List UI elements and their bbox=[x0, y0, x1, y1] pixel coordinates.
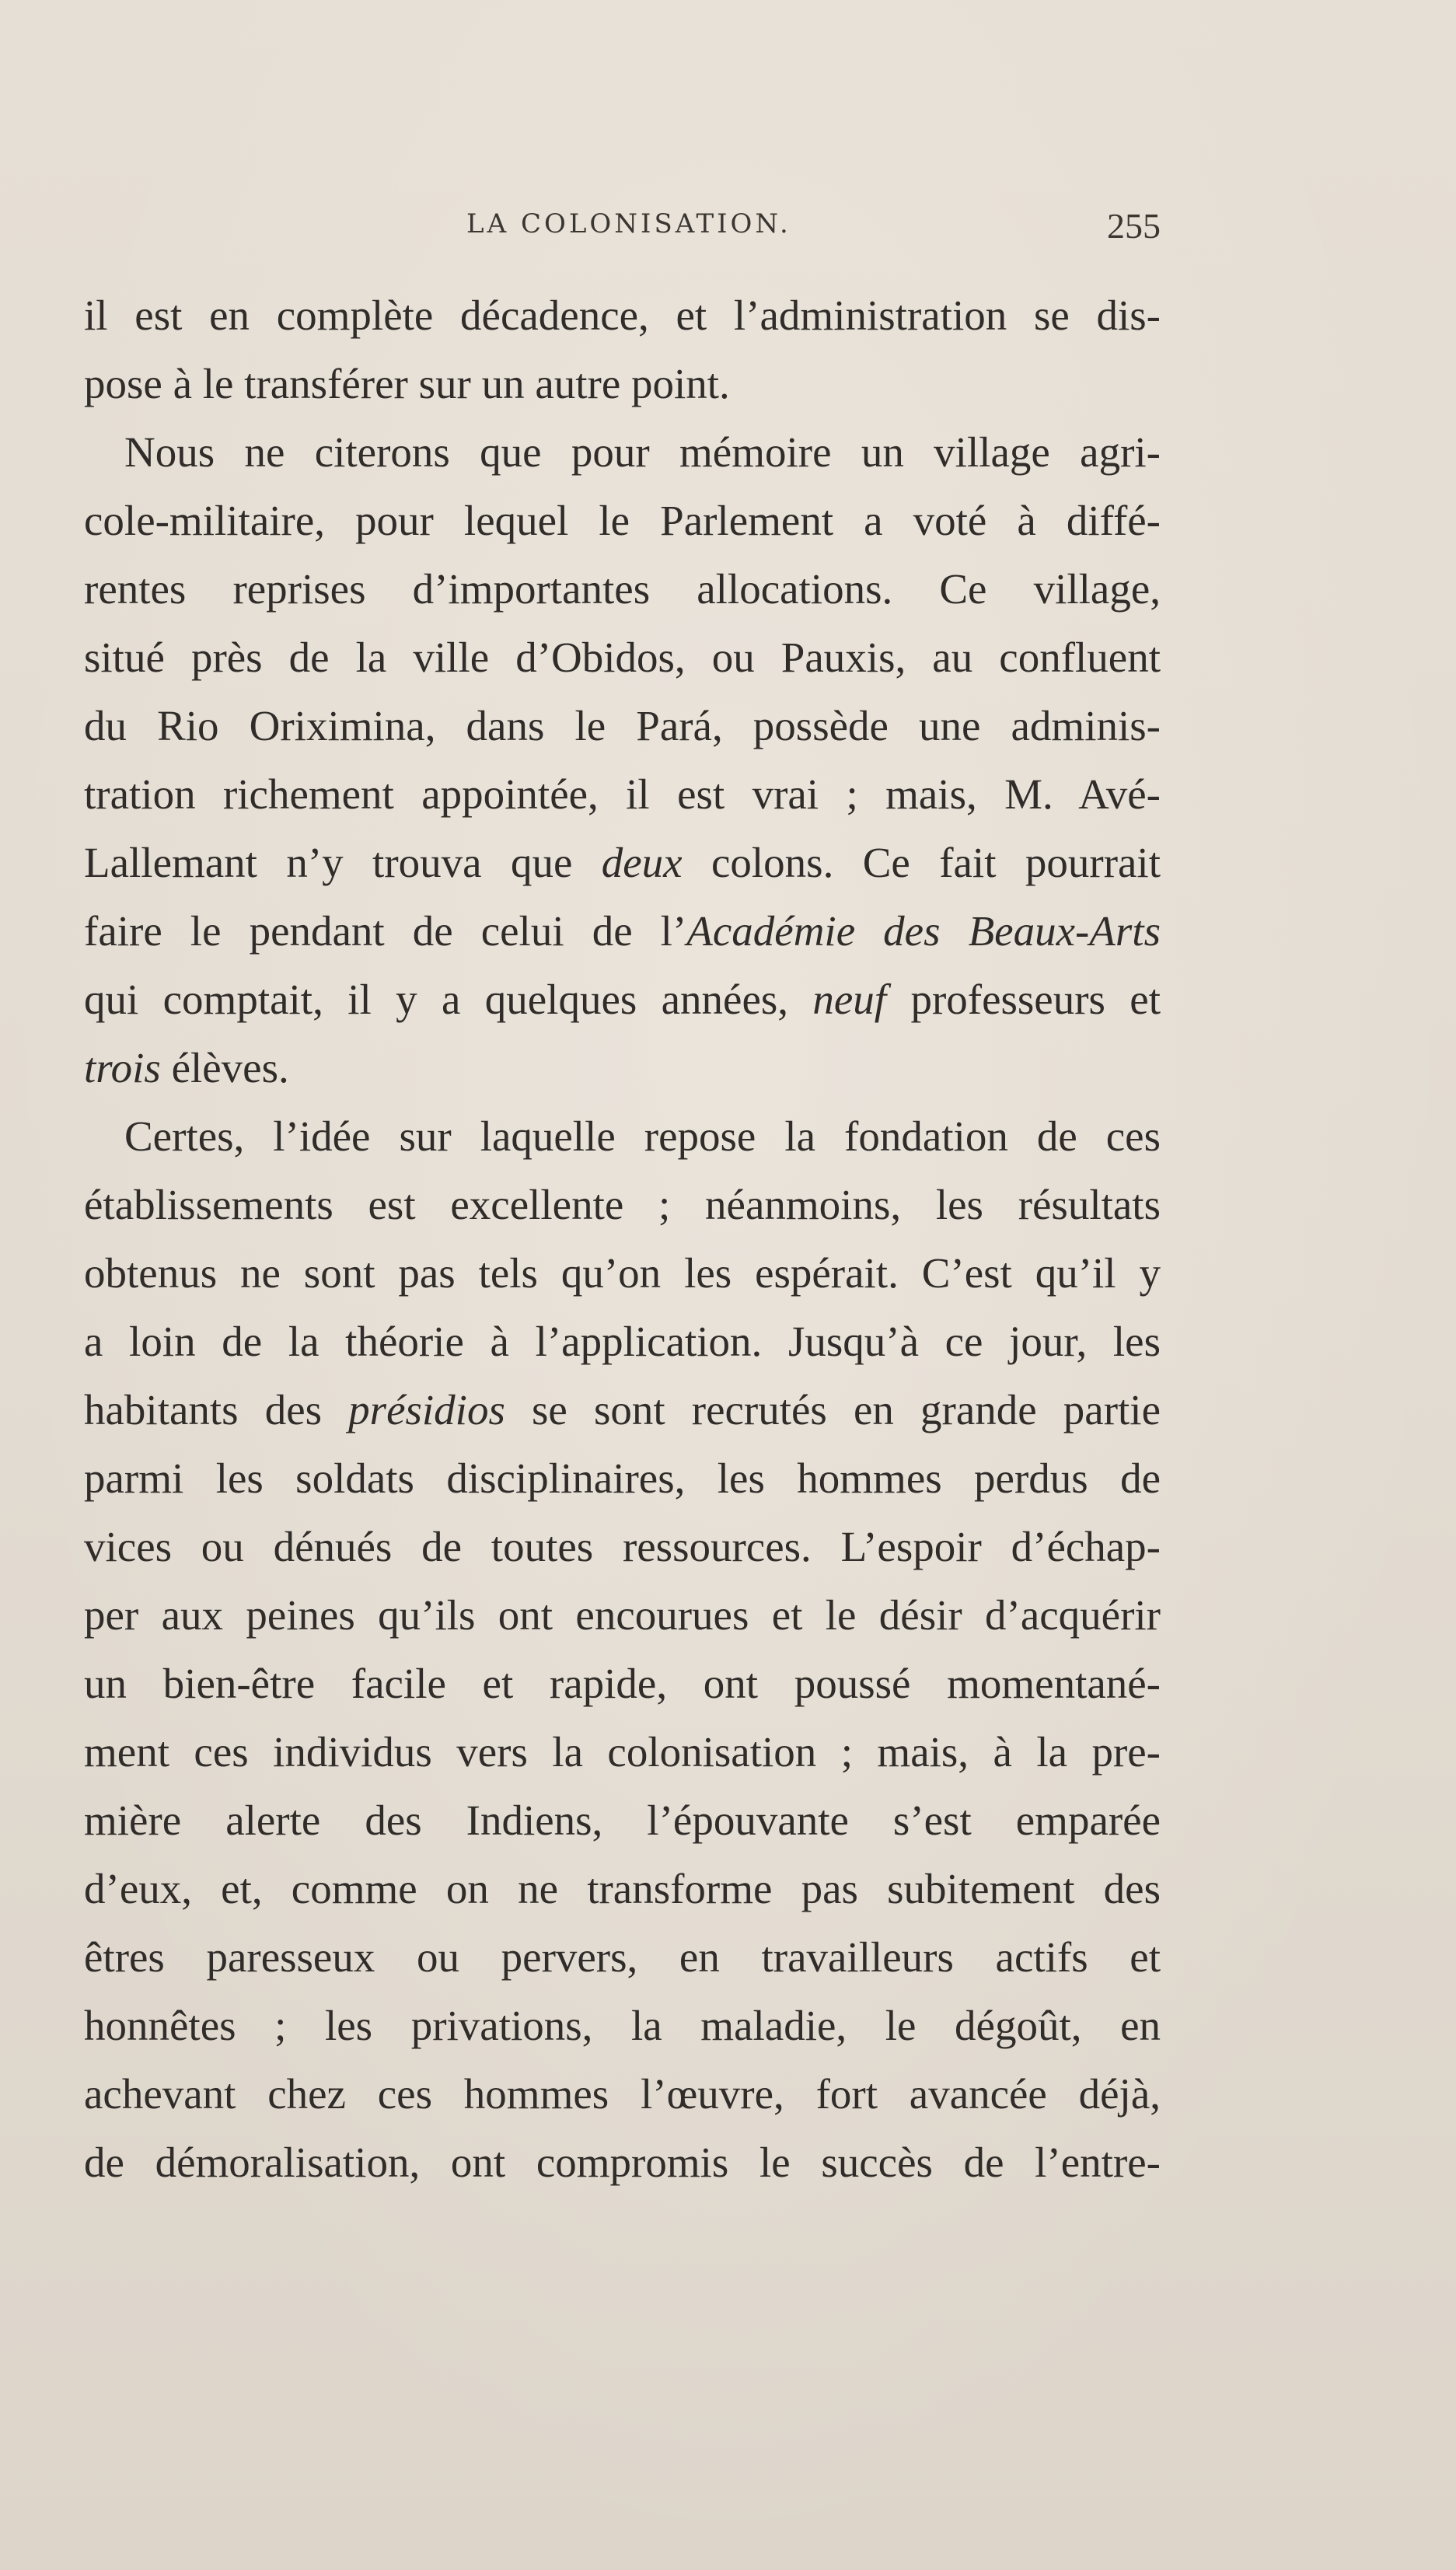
text-line: mière alerte des Indiens, l’épouvante s’est emparée bbox=[84, 1797, 1161, 1844]
text-line: per aux peines qu’ils ont encourues et le désir d’acquérir bbox=[84, 1591, 1161, 1639]
text-line: ment ces individus vers la colonisation ; mais, à la pre- bbox=[84, 1728, 1161, 1776]
italic-text: neuf bbox=[812, 976, 887, 1023]
text-run: Lallemant n’y trouva que bbox=[84, 839, 602, 886]
text-line bbox=[84, 829, 1161, 897]
text-line: parmi les soldats disciplinaires, les hommes perdus de bbox=[84, 1454, 1161, 1502]
running-head bbox=[84, 208, 1161, 255]
text-line: achevant chez ces hommes l’œuvre, fort avancée déjà, bbox=[84, 2070, 1161, 2118]
text-line: a loin de la théorie à l’application. Jusqu’à ce jour, les bbox=[84, 1318, 1161, 1365]
text-line: tration richement appointée, il est vrai ; mais, M. Avé- bbox=[84, 770, 1161, 818]
text-run: colons. Ce fait pourrait bbox=[682, 839, 1161, 886]
text-line: Nous ne citerons que pour mémoire un village agri- bbox=[124, 428, 1161, 476]
text-line: Certes, l’idée sur laquelle repose la fondation de ces bbox=[124, 1112, 1161, 1160]
text-line: rentes reprises d’importantes allocations. Ce village, bbox=[84, 565, 1161, 613]
italic-text: Académie des Beaux-Arts bbox=[686, 907, 1161, 955]
italic-text: deux bbox=[601, 839, 683, 886]
text-line: obtenus ne sont pas tels qu’on les espérait. C’est qu’il y bbox=[84, 1249, 1161, 1297]
italic-text: présidios bbox=[348, 1386, 505, 1433]
text-line bbox=[84, 1376, 1161, 1444]
text-run: professeurs et bbox=[886, 976, 1161, 1023]
italic-text: trois bbox=[84, 1044, 161, 1091]
text-line: établissements est excellente ; néanmoins, les résultats bbox=[84, 1181, 1161, 1228]
text-line: êtres paresseux ou pervers, en travailleurs actifs et bbox=[84, 1933, 1161, 1981]
text-line: situé près de la ville d’Obidos, ou Pauxis, au confluent bbox=[84, 634, 1161, 681]
text-run: élèves. bbox=[160, 1044, 289, 1091]
text-line: vices ou dénués de toutes ressources. L’espoir d’échap- bbox=[84, 1523, 1161, 1570]
page-number: 255 bbox=[1107, 206, 1161, 246]
text-run: qui comptait, il y a quelques années, bbox=[84, 976, 813, 1023]
text-line: il est en complète décadence, et l’administration se dis- bbox=[84, 292, 1161, 339]
text-line: de démoralisation, ont compromis le succès de l’entre- bbox=[84, 2139, 1161, 2186]
text-line: cole-militaire, pour lequel le Parlement a voté à diffé- bbox=[84, 497, 1161, 544]
text-line bbox=[84, 965, 1161, 1034]
text-line: du Rio Oriximina, dans le Pará, possède une adminis- bbox=[84, 702, 1161, 749]
text-line bbox=[84, 1034, 1161, 1102]
text-line bbox=[84, 897, 1161, 965]
text-line: honnêtes ; les privations, la maladie, le dégoût, en bbox=[84, 2002, 1161, 2049]
body-text bbox=[84, 281, 1161, 2197]
text-line: un bien-être facile et rapide, ont poussé momentané- bbox=[84, 1660, 1161, 1707]
running-title: LA COLONISATION. bbox=[466, 208, 791, 239]
text-run: habitants des bbox=[84, 1386, 349, 1433]
text-line: pose à le transférer sur un autre point. bbox=[84, 360, 730, 407]
text-run: se sont recrutés en grande partie bbox=[505, 1386, 1161, 1433]
text-line: d’eux, et, comme on ne transforme pas subitement des bbox=[84, 1865, 1161, 1912]
text-run: faire le pendant de celui de l’ bbox=[84, 907, 687, 955]
